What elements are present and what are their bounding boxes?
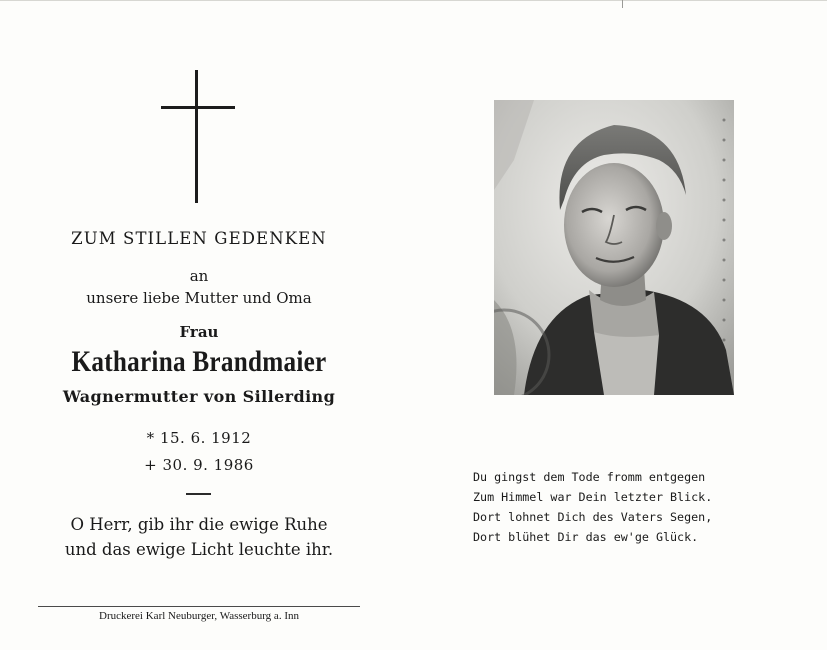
poem-line-1: Du gingst dem Tode fromm entgegen — [473, 470, 706, 484]
deceased-role: Wagnermutter von Sillerding — [62, 387, 336, 406]
portrait-illustration — [494, 100, 734, 395]
poem — [473, 467, 712, 547]
poem-line-4: Dort blühet Dir das ew'ge Glück. — [473, 530, 699, 544]
birth-date: * 15. 6. 1912 — [146, 429, 252, 447]
prayer-line-1: O Herr, gib ihr die ewige Ruhe — [70, 515, 328, 534]
dedication-text: unsere liebe Mutter und Oma — [86, 289, 312, 307]
poem-line-2: Zum Himmel war Dein letzter Blick. — [473, 490, 713, 504]
card-edge — [0, 0, 827, 1]
deceased-name: Katharina Brandmaier — [71, 345, 327, 378]
cross-vertical-bar — [195, 70, 198, 203]
prayer-line-2: und das ewige Licht leuchte ihr. — [64, 540, 334, 559]
portrait-photo — [494, 100, 734, 395]
salutation-text: Frau — [179, 323, 219, 341]
poem-line-3: Dort lohnet Dich des Vaters Segen, — [473, 510, 713, 524]
divider — [186, 493, 211, 495]
cross-horizontal-bar — [161, 106, 235, 109]
fold-mark — [622, 0, 623, 8]
printer-rule — [38, 606, 360, 607]
an-text: an — [189, 267, 209, 285]
death-date: + 30. 9. 1986 — [144, 456, 254, 474]
printer-credit: Druckerei Karl Neuburger, Wasserburg a. Inn — [99, 610, 299, 622]
memorial-heading: ZUM STILLEN GEDENKEN — [71, 229, 327, 248]
